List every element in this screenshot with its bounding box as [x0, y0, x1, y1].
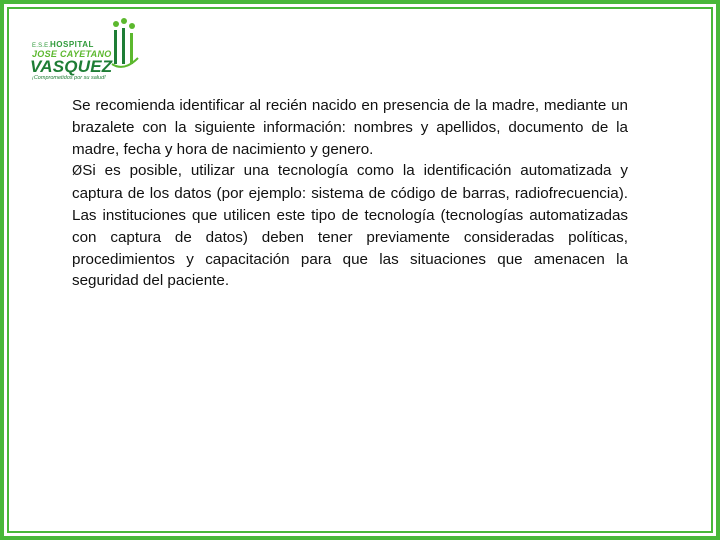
logo-ese-text: E.S.E. [32, 43, 51, 49]
logo-slogan: ¡Comprometidos por su salud! [32, 75, 106, 81]
logo-name-line1: JOSE CAYETANO [32, 49, 112, 59]
hospital-logo [28, 18, 140, 84]
logo-name-line2: VASQUEZ [30, 57, 113, 76]
paragraph-technology [72, 160, 628, 292]
paragraph-technology-text: Si es posible, utilizar una tecnología como la identificación automatizada y captura de los datos (por ejemplo: sistema de código de barras, radiofrecuencia). Las instituciones que utilicen este tipo de tecnología (tecnologías automatizadas con captura de datos) deben tener previamente consideradas políticas, procedimientos y capacitación para que las situaciones que amenacen la seguridad del paciente. [72, 162, 628, 290]
logo-figures-icon [110, 18, 140, 78]
arrow-bullet-icon: Ø [72, 164, 83, 180]
body-text [72, 95, 628, 292]
paragraph-identification: Se recomienda identificar al recién nacido en presencia de la madre, mediante un brazalete con la siguiente información: nombres y apellidos, documento de la madre, fecha y hora de nacimiento y genero. [72, 97, 628, 158]
logo-hospital-text: HOSPITAL [50, 40, 94, 49]
